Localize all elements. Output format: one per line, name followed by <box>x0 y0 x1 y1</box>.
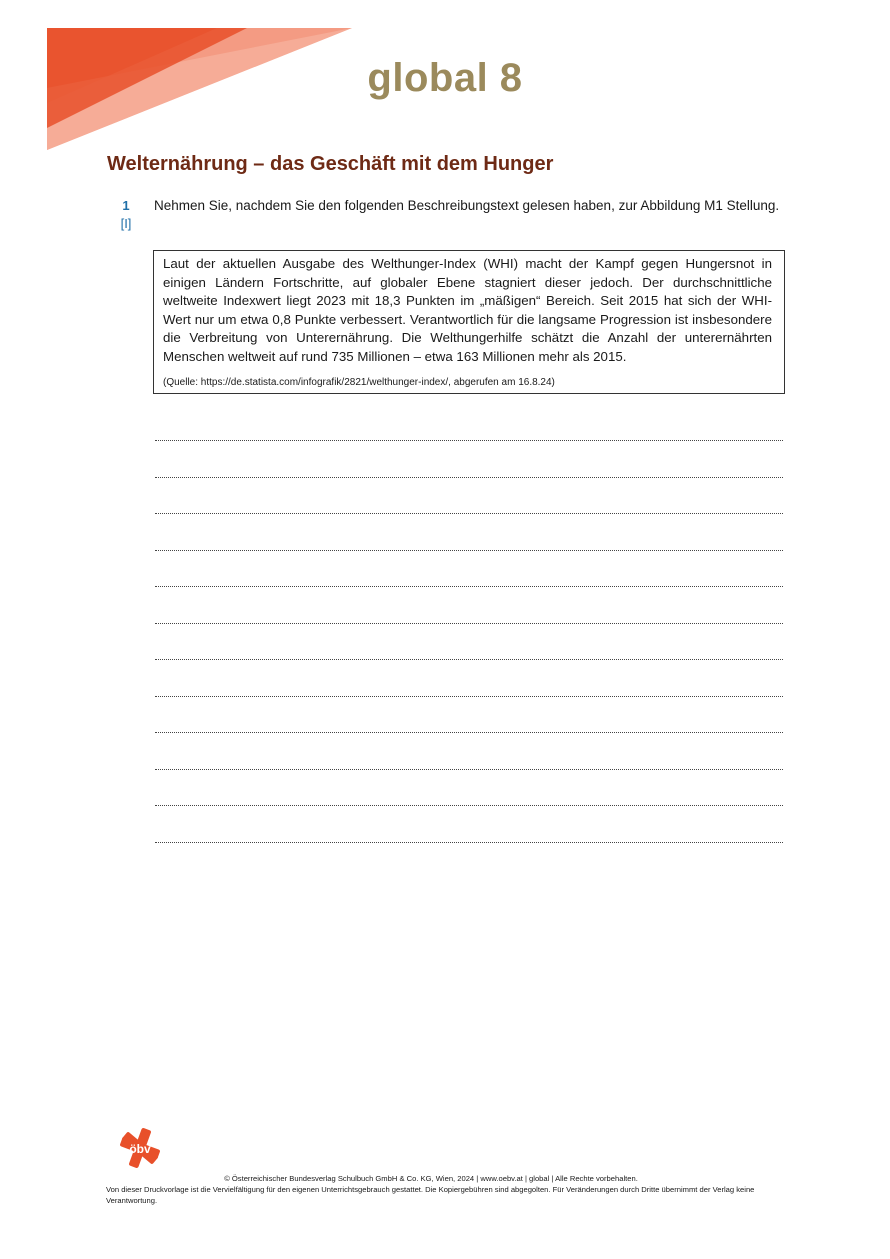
source-box-text: Laut der aktuellen Ausgabe des Welthunger-Index (WHI) macht der Kampf gegen Hungersnot in einigen Ländern Fortschritte, auf globaler Ebene stagniert dieser jedoch. Der durchschnittliche weltweite Indexwert liegt 2023 mit 18,3 Punkten im „mäßigen“ Bereich. Seit 2015 hat sich der WHI-Wert nur um etwa 0,8 Punkte verbessert. Verantwortlich für die langsame Progression ist insbesondere die Verbreitung von Unterernährung. Die Welthungerhilfe schätzt die Anzahl der unterernährten Menschen weltweit auf rund 735 Millionen – etwa 163 Millionen mehr als 2015. <box>163 256 772 364</box>
page-title: Welternährung – das Geschäft mit dem Hunger <box>107 153 554 175</box>
source-text-box <box>153 250 785 394</box>
task-instruction: Nehmen Sie, nachdem Sie den folgenden Beschreibungstext gelesen haben, zur Abbildung M1 Stellung. <box>154 198 780 213</box>
task-number: 1 <box>122 198 130 213</box>
answer-line[interactable] <box>155 733 783 770</box>
answer-line[interactable] <box>155 624 783 661</box>
answer-line[interactable] <box>155 697 783 734</box>
footer-notice: Von dieser Druckvorlage ist die Vervielfältigung für den eigenen Unterrichtsgebrauch gestattet. Die Kopiergebühren sind abgegolten. Für Veränderungen durch Dritte übernimmt der Verlag keine Verantwortung. <box>106 1185 755 1205</box>
svg-text:öbv: öbv <box>129 1142 151 1156</box>
answer-line[interactable] <box>155 478 783 515</box>
answer-line[interactable] <box>155 660 783 697</box>
oebv-logo <box>118 1126 162 1170</box>
source-citation: (Quelle: https://de.statista.com/infografik/2821/welthunger-index/, abgerufen am 16.8.24) <box>163 377 555 388</box>
answer-line[interactable] <box>155 551 783 588</box>
task-level: [I] <box>120 216 132 231</box>
answer-lines <box>155 424 783 843</box>
answer-line[interactable] <box>155 424 783 441</box>
answer-line[interactable] <box>155 770 783 807</box>
answer-line[interactable] <box>155 514 783 551</box>
answer-line[interactable] <box>155 587 783 624</box>
footer <box>106 1173 796 1206</box>
answer-line[interactable] <box>155 441 783 478</box>
series-title: global 8 <box>367 56 523 100</box>
footer-copyright: © Österreichischer Bundesverlag Schulbuch GmbH & Co. KG, Wien, 2024 | www.oebv.at | global | Alle Rechte vorbehalten. <box>224 1174 638 1183</box>
answer-line[interactable] <box>155 806 783 843</box>
